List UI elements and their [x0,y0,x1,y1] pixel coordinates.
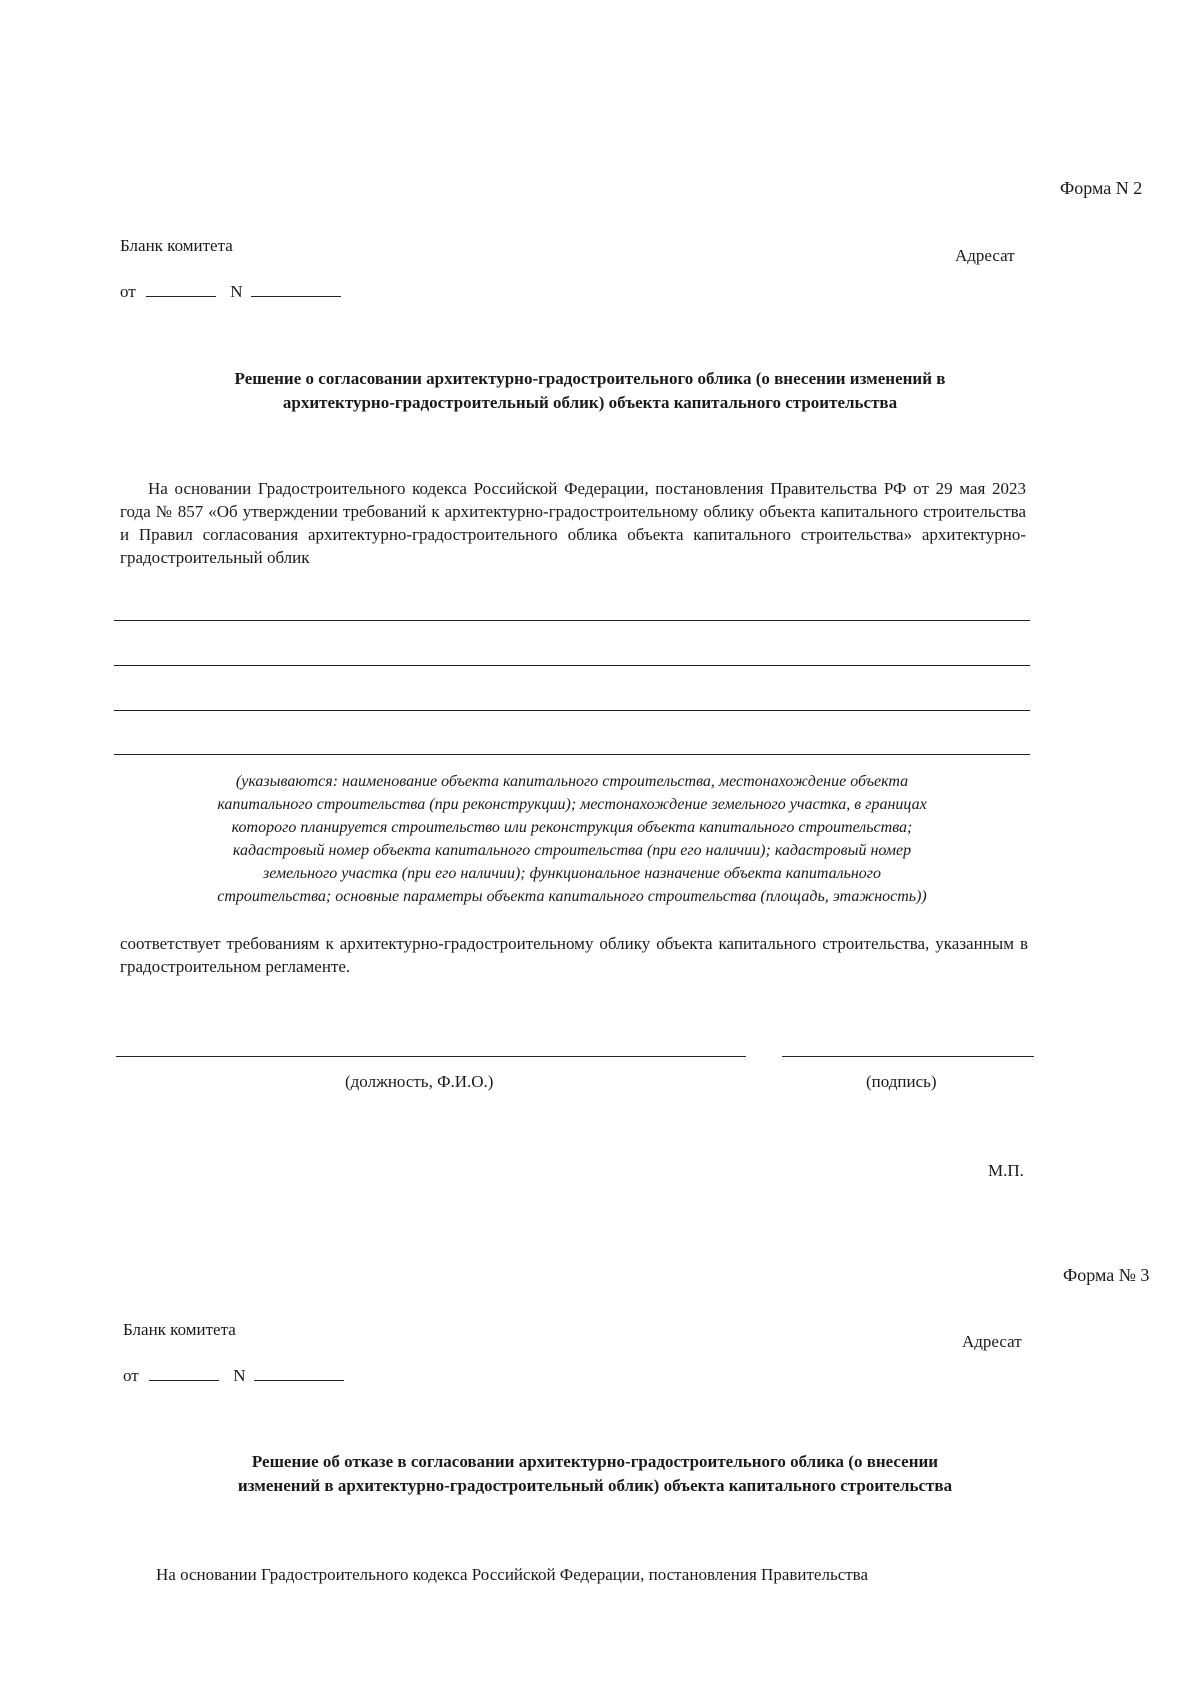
form2-basis-text: На основании Градостроительного кодекса Российской Федерации, постановления Правительства РФ от 29 мая 2023 года № 857 «Об утверждении требований к архитектурно-градостроительному облику объекта капитального строительства и Правил согласования архитектурно-градостроительного облика объекта капитального строительства» архитектурно-градостроительный облик [120,479,1026,567]
form2-committee-blank: Бланк комитета [120,236,233,255]
form2-date-number-row [120,280,341,302]
form2-note-line-2: капитального строительства (при реконструкции); местонахождение земельного участка, в границах [217,796,927,813]
form2-signature-caption: (подпись) [866,1072,937,1091]
form3-date-number-row [123,1364,344,1386]
form2-number-field[interactable] [251,280,341,297]
form3-number-field[interactable] [254,1364,344,1381]
form2-date-field[interactable] [146,280,216,297]
form2-number-prefix: N [230,282,243,301]
form3-addressee: Адресат [962,1332,1022,1351]
form2-note-line-6: строительства; основные параметры объекта капитального строительства (площадь, этажность)) [217,888,927,905]
form2-number: Форма N 2 [1060,178,1143,198]
form2-blank-line-4[interactable] [114,754,1030,755]
form2-blank-line-2[interactable] [114,665,1030,666]
form3-title-line-1: Решение об отказе в согласовании архитектурно-градостроительного облика (о внесении [251,1452,939,1471]
form2-instruction-note [110,770,1034,908]
form3-title [130,1450,1060,1498]
form2-note-line-4: кадастровый номер объекта капитального строительства (при его наличии); кадастровый номер [232,842,912,859]
form2-blank-line-3[interactable] [114,710,1030,711]
form2-title-line-1: Решение о согласовании архитектурно-градостроительного облика (о внесении изменений в [234,369,946,388]
form3-date-prefix: от [123,1366,139,1385]
form2-note-line-5: земельного участка (при его наличии); функциональное назначение объекта капитального [262,865,882,882]
form3-number-prefix: N [233,1366,246,1385]
form2-date-prefix: от [120,282,136,301]
form3-number: Форма № 3 [1063,1265,1150,1285]
form2-title-line-2: архитектурно-градостроительный облик) объекта капитального строительства [282,393,898,412]
form2-position-line[interactable] [116,1056,746,1057]
form3-title-line-2: изменений в архитектурно-градостроительный облик) объекта капитального строительства [237,1476,953,1495]
form3-basis-paragraph-start: На основании Градостроительного кодекса Российской Федерации, постановления Правительства [156,1565,869,1584]
form2-basis-paragraph [120,477,1026,569]
form2-compliance-paragraph: соответствует требованиям к архитектурно-градостроительному облику объекта капитального строительства, указанным в градостроительном регламенте. [120,934,1028,976]
form2-addressee: Адресат [955,246,1015,265]
form2-note-line-3: которого планируется строительство или реконструкция объекта капитального строительства; [231,819,913,836]
form2-title [130,367,1050,415]
form3-date-field[interactable] [149,1364,219,1381]
form2-note-line-1: (указываются: наименование объекта капитального строительства, местонахождение объекта [235,773,909,790]
form2-seal-mark: М.П. [988,1161,1024,1180]
form2-position-caption: (должность, Ф.И.О.) [345,1072,494,1091]
form2-blank-line-1[interactable] [114,620,1030,621]
form2-signature-line[interactable] [782,1056,1034,1057]
form3-committee-blank: Бланк комитета [123,1320,236,1339]
